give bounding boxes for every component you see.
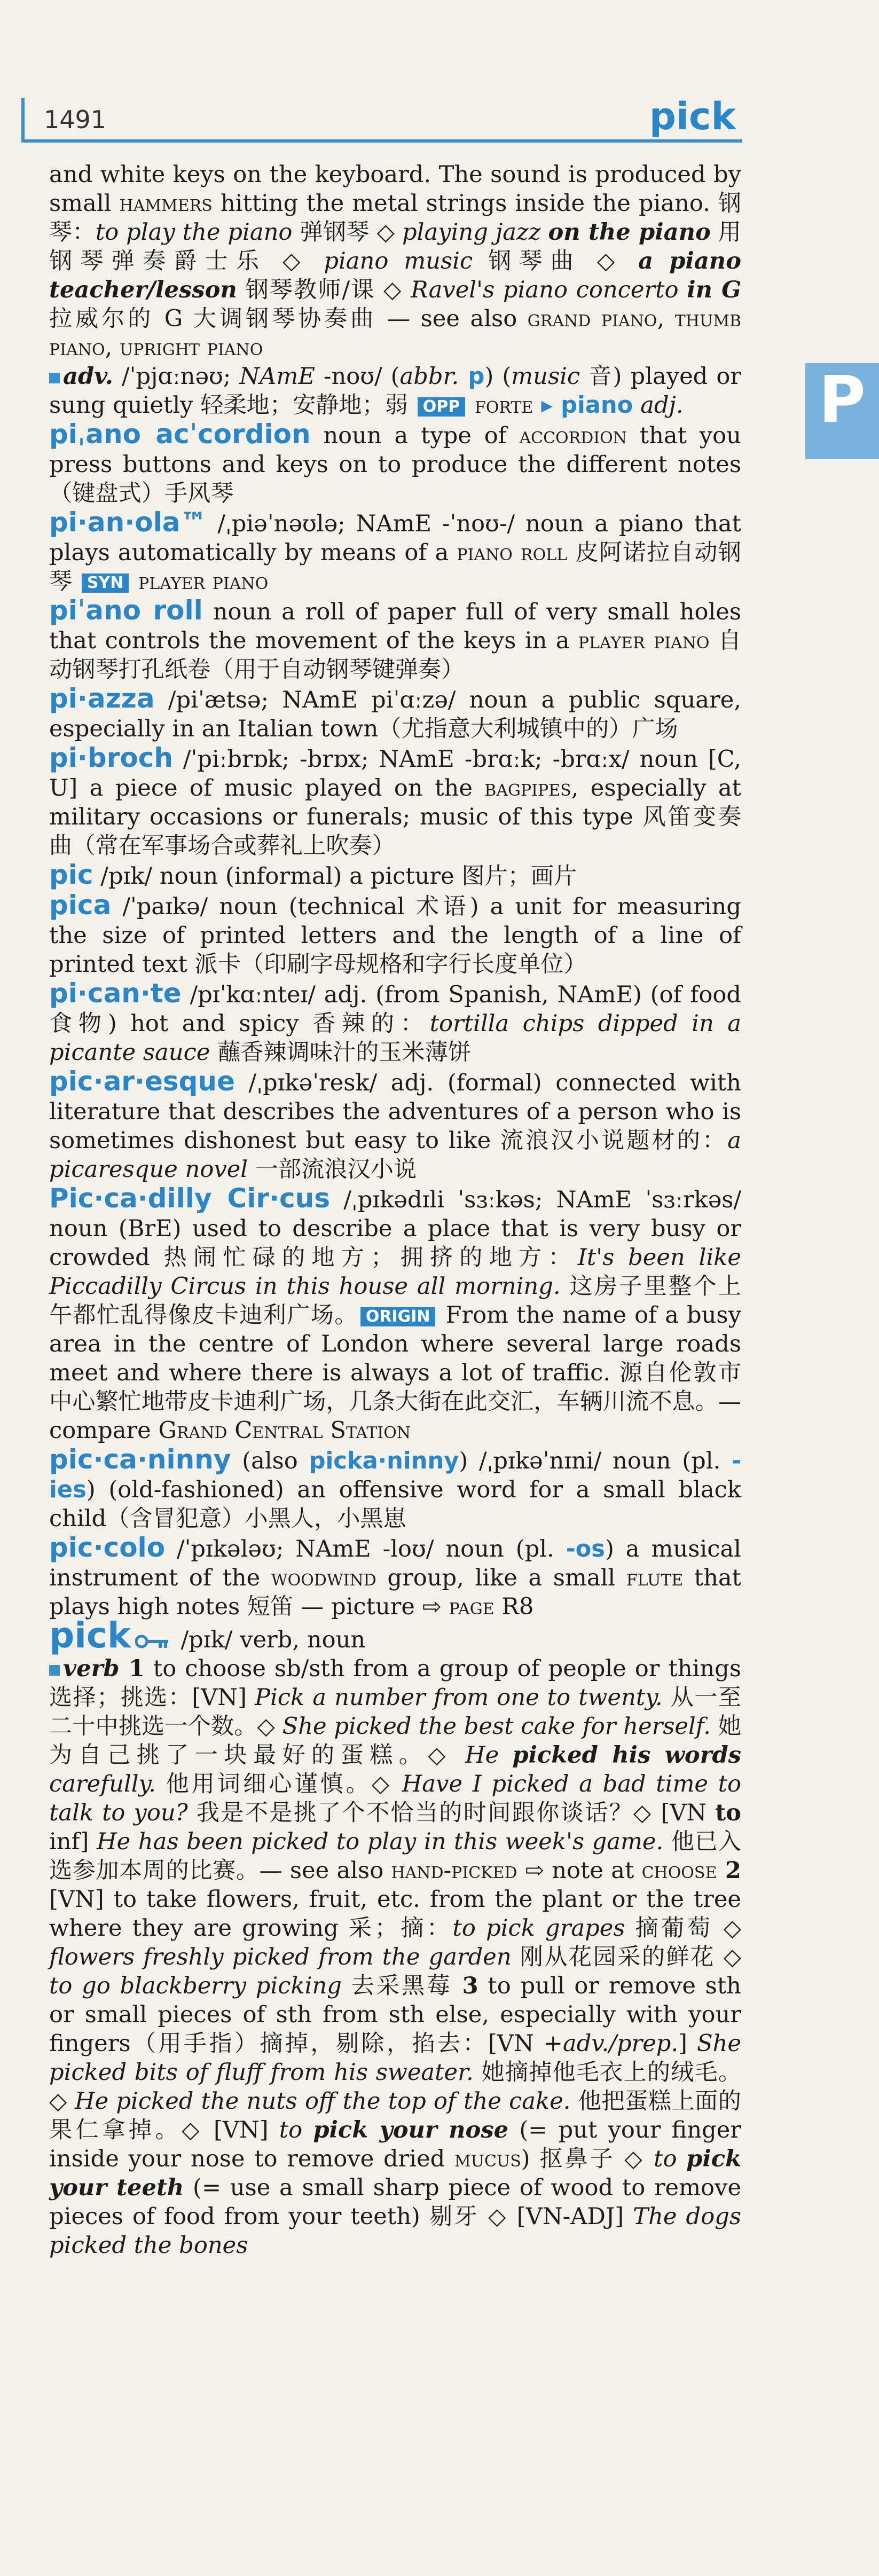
example-bold: picked his words	[512, 1741, 741, 1769]
example: She picked bits of fluff from his sweater.	[49, 2030, 741, 2086]
dictionary-column	[49, 160, 741, 2260]
header-bar	[21, 98, 25, 143]
headword: Pic·ca·dilly Cir·cus	[49, 1183, 331, 1214]
part-of-speech: adj.	[633, 392, 684, 419]
text: ) 抠鼻子 ◇	[521, 2146, 654, 2172]
example: to play the piano	[95, 219, 293, 246]
cross-ref: accordion	[519, 422, 627, 449]
example: He has been picked to play in this week's game.	[97, 1828, 664, 1855]
text: that plays high notes 短笛 — picture	[49, 1565, 741, 1620]
page-header	[21, 93, 742, 147]
text: R8	[494, 1593, 534, 1620]
entry-piano-continued	[49, 160, 741, 420]
text: 他用词细心谨慎。◇	[155, 1771, 402, 1797]
thumb-index-tab	[805, 363, 879, 459]
text: ⇨ note at	[517, 1857, 642, 1884]
cross-ref: player piano	[578, 627, 710, 654]
cross-ref: mucus	[454, 2146, 521, 2172]
part-of-speech: verb	[63, 1655, 120, 1682]
headword: pic	[49, 859, 93, 890]
entry-pica	[49, 891, 741, 979]
origin-badge: ORIGIN	[360, 1307, 436, 1326]
text: /ˈpɪkələʊ; NAmE -loʊ/ noun (pl.	[165, 1536, 566, 1562]
text: /piˈætsə; NAmE piˈɑːzə/ noun a public square, especially in an Italian town（尤指意大利城镇中的）广场	[49, 687, 741, 742]
label: adv./prep.	[562, 2030, 679, 2057]
text: ) (	[484, 363, 512, 390]
plural-form: -ies	[49, 1448, 741, 1503]
pattern: to	[715, 1799, 741, 1826]
sense-number: 1	[119, 1655, 145, 1682]
text: and white keys on the keyboard. The sound is produced by small	[49, 161, 741, 217]
entry-pianola	[49, 508, 741, 596]
example: to go blackberry picking	[49, 1973, 342, 1999]
text: ]	[678, 2030, 697, 2057]
text: that you press buttons and keys on to produce the different notes（键盘式）手风琴	[49, 422, 741, 507]
text: inf]	[49, 1828, 97, 1855]
text: (= put your finger inside your nose to remove dried	[49, 2117, 741, 2172]
entry-piccaninny	[49, 1445, 741, 1533]
text: ) /ˌpɪkəˈnɪni/ noun (pl.	[459, 1448, 732, 1474]
text	[442, 1593, 449, 1620]
text: to choose sb/sth from a group of people or things 选择；挑选：[VN]	[49, 1655, 741, 1711]
example: flowers freshly picked from the garden	[49, 1944, 512, 1970]
headword: pic·ca·ninny	[49, 1444, 231, 1475]
text: ) (old-fashioned) an offensive word for a small black child（含冒犯意）小黑人，小黑崽	[49, 1477, 741, 1532]
example: Have I picked a bad time to talk to you?	[49, 1771, 742, 1826]
text: 这房子里整个上午都忙乱得像皮卡迪利广场。	[49, 1273, 741, 1329]
syn-badge: SYN	[82, 574, 129, 593]
thumb-index-letter: P	[819, 363, 866, 437]
section-square-icon	[49, 1665, 60, 1676]
example: playing jazz	[402, 219, 548, 246]
text: 摘葡萄 ◇	[625, 1915, 741, 1942]
entry-piazza	[49, 684, 741, 743]
text: 弹钢琴 ◇	[292, 219, 403, 246]
text: 她为自己挑了一块最好的蛋糕。◇	[49, 1713, 741, 1769]
entry-picaresque	[49, 1067, 741, 1184]
text: /ˌpiəˈnəʊlə; NAmE -ˈnoʊ-/ noun a piano that plays automatically by means of a	[49, 511, 741, 566]
header-rule	[21, 139, 742, 143]
plural-form: -os	[566, 1536, 606, 1562]
example: It's been like Piccadilly Circus in this house all morning.	[49, 1244, 741, 1300]
example: a picaresque novel	[49, 1127, 741, 1183]
headword: pi·an·ola™	[49, 507, 207, 538]
example: tortilla chips dipped in a picante sauce	[49, 1010, 741, 1066]
label: abbr.	[399, 363, 459, 390]
text: 去采黑莓	[341, 1973, 452, 1999]
text: /ˈpjɑːnəʊ;	[113, 363, 240, 390]
guide-word: pick	[649, 95, 736, 138]
text: 音) played or sung quietly 轻柔地；安静地；弱	[49, 363, 741, 419]
text: 钢琴教师/课 ◇	[237, 277, 411, 303]
text: 我是不是挑了个不恰当的时间跟你谈话？◇ [VN	[187, 1800, 716, 1826]
text: 刚从花园采的鲜花 ◇	[511, 1944, 741, 1970]
text: /pɪk/ verb, noun	[173, 1627, 366, 1653]
text: group, like a small	[376, 1565, 626, 1591]
page-number: 1491	[44, 105, 107, 134]
example: piano music	[324, 248, 473, 274]
cross-ref: choose	[641, 1857, 717, 1884]
text: , especially at military occasions or funerals; music of this type 风笛变奏曲（常在军事场合或葬礼上吹奏）	[49, 775, 741, 859]
cross-ref: bagpipes	[484, 775, 571, 802]
entry-piano-accordion	[49, 420, 741, 508]
entry-pick	[49, 1615, 742, 2260]
label: music	[511, 363, 580, 390]
cross-ref: piano roll	[457, 539, 568, 566]
cross-ref: hand-picked	[391, 1857, 517, 1884]
text: -noʊ/ (	[315, 363, 400, 390]
variant-headword: picka·ninny	[309, 1448, 459, 1474]
sense-number: 3	[452, 1972, 478, 1999]
example-bold: in G	[687, 276, 741, 303]
entry-pibroch	[49, 743, 741, 860]
text: /ˌpɪkəˈresk/ adj. (formal) connected with literature that describes the adventures of a person who is sometimes dishonest but easy to like 流浪汉小说题材的：	[49, 1070, 741, 1154]
cross-ref: player piano	[131, 568, 269, 595]
entry-piano-roll	[49, 596, 741, 684]
arrow-icon: ▸	[533, 392, 561, 419]
abbreviation: p	[459, 363, 485, 390]
entry-picante	[49, 979, 741, 1067]
example-bold: pick your teeth	[49, 2145, 741, 2201]
cross-ref: flute	[626, 1565, 684, 1591]
example: carefully.	[49, 1771, 156, 1797]
text: 他已入选参加本周的比赛。— see also	[49, 1828, 741, 1884]
text: /pɪˈkɑːnteɪ/ adj. (from Spanish, NAmE) (of food 食物) hot and spicy 香辣的：	[49, 981, 741, 1037]
headword: pi·broch	[49, 742, 173, 773]
text: hitting the metal strings inside the piano. 钢琴：	[49, 190, 742, 246]
cross-ref: grand piano, thumb piano, upright piano	[49, 305, 741, 361]
text: /ˈpaɪkə/ noun (technical 术语) a unit for measuring the size of printed letters and the length of a line of printed text 派卡（印刷字母规格和字行长度单位）	[49, 893, 741, 978]
cross-ref: woodwind	[271, 1565, 376, 1591]
text: noun a type of	[310, 422, 520, 449]
text: 钢琴曲 ◇	[473, 248, 639, 274]
text: ) a musical instrument of the	[49, 1536, 741, 1591]
example-bold: a piano teacher/lesson	[49, 247, 742, 303]
section-square-icon	[49, 373, 60, 383]
text: 从一至二十中挑选一个数。◇	[49, 1684, 742, 1740]
headword: pi·can·te	[49, 978, 182, 1009]
text: From the name of a busy area in the centre of London where several large roads meet and where there is always a lot of traffic. 源自伦敦市中心繁忙地带皮卡迪利广场，几条大街在此交汇，车辆川流不息。— compare	[49, 1302, 741, 1444]
text: /pɪk/ noun (informal) a picture 图片；画片	[93, 863, 577, 890]
cross-ref: Grand Central Station	[158, 1417, 411, 1444]
text: (also	[231, 1448, 309, 1474]
key-icon	[135, 1633, 169, 1650]
example-bold: on the piano	[548, 218, 711, 246]
headword: piˌano acˈcordion	[49, 419, 311, 450]
entry-piccolo	[49, 1533, 741, 1621]
example: She picked the best cake for herself.	[282, 1713, 711, 1740]
entry-piccadilly-circus	[49, 1184, 741, 1445]
headword: pica	[49, 890, 112, 921]
text: /ˈpiːbrɒk; -brɒx; NAmE -brɑːk; -brɑːx/ noun [C, U] a piece of music played on the	[49, 746, 741, 802]
label: NAmE	[239, 363, 315, 390]
headword: pic·colo	[49, 1532, 166, 1563]
text: noun a roll of paper full of very small holes that controls the movement of the keys in a	[49, 599, 741, 654]
headword: pi·azza	[49, 683, 155, 714]
example-bold: pick your nose	[313, 2116, 509, 2143]
text: /ˌpɪkədɪli ˈsɜːkəs; NAmE ˈsɜːrkəs/ noun (BrE) used to describe a place that is very busy or crowded 热闹忙碌的地方；拥挤的地方：	[49, 1187, 741, 1271]
cross-ref-headword: piano	[561, 392, 633, 419]
cross-ref: hammers	[119, 190, 213, 217]
text: 皮阿诺拉自动钢琴	[49, 539, 741, 595]
cross-ref: forte	[467, 392, 533, 419]
text: [VN] to take flowers, fruit, etc. from the plant or the tree where they are growing 采；摘：	[49, 1886, 741, 1942]
text: 她摘掉他毛衣上的绒毛。◇	[49, 2059, 742, 2115]
text: 拉威尔的 G 大调钢琴协奏曲 — see also	[49, 305, 528, 332]
example: to pick grapes	[452, 1915, 625, 1942]
example: He	[465, 1742, 513, 1769]
example: to	[654, 2146, 687, 2172]
text: 一部流浪汉小说	[248, 1156, 417, 1183]
text: to pull or remove sth or small pieces of sth from sth else, especially with your fingers（用手指）摘掉，剔除，掐去：[VN +	[49, 1973, 741, 2057]
entry-pic	[49, 860, 741, 891]
cross-ref: page	[449, 1593, 495, 1620]
example: Pick a number from one to twenty.	[255, 1684, 663, 1711]
text: 蘸香辣调味汁的玉米薄饼	[210, 1039, 472, 1066]
text: 用钢琴弹奏爵士乐 ◇	[49, 219, 741, 274]
example: to	[279, 2117, 313, 2143]
text: (= use a small sharp piece of wood to remove pieces of food from your teeth) 剔牙 ◇ [VN-ADJ]	[49, 2174, 742, 2230]
headword: pick	[49, 1615, 131, 1656]
example: The dogs picked the bones	[49, 2203, 741, 2259]
text: 自动钢琴打孔纸卷（用于自动钢琴键弹奏）	[49, 627, 742, 683]
opp-badge: OPP	[418, 397, 465, 417]
part-of-speech: adv.	[63, 363, 113, 390]
example: He picked the nuts off the top of the cake.	[74, 2088, 571, 2115]
arrow-icon: ⇨	[422, 1593, 442, 1620]
sense-number: 2	[717, 1857, 741, 1884]
headword: pic·ar·esque	[49, 1066, 235, 1097]
example: Ravel's piano concerto	[411, 277, 687, 303]
headword: piˈano roll	[49, 595, 203, 626]
text: 他把蛋糕上面的果仁拿掉。◇ [VN]	[49, 2088, 741, 2143]
